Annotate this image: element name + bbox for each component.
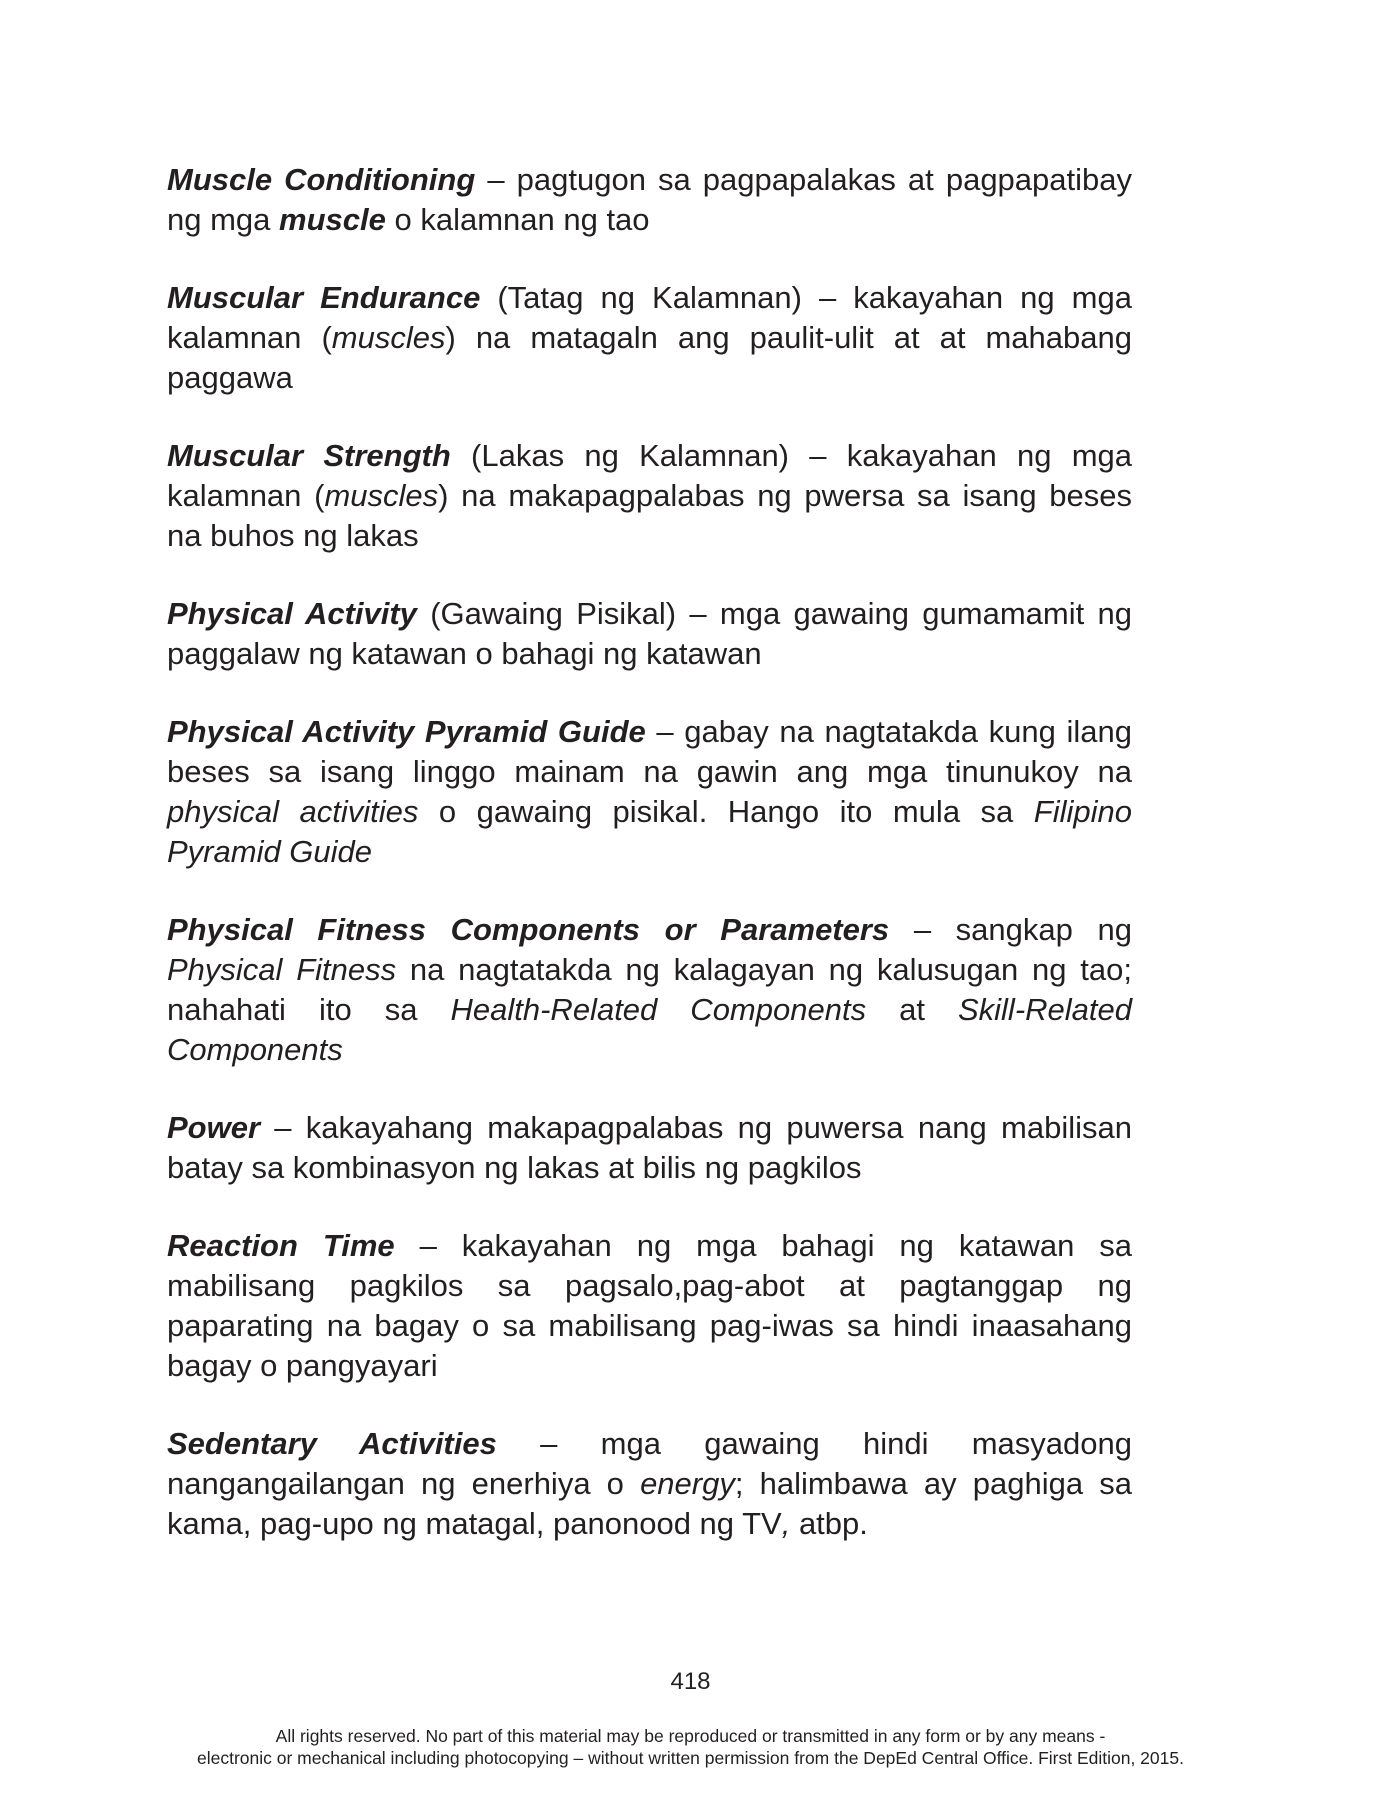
glossary-entry-physical-activity-pyramid-guide xyxy=(167,712,1132,872)
glossary-entry-muscular-endurance xyxy=(167,278,1132,398)
glossary-entry-reaction-time xyxy=(167,1226,1132,1386)
footer-line-1: All rights reserved. No part of this material may be reproduced or transmitted in any form or by any means - xyxy=(275,1726,1106,1746)
footer-line-2: electronic or mechanical including photocopying – without written permission from the DepEd Central Office. First Edition, 2015. xyxy=(197,1748,1184,1768)
entry-text-italic: Physical Fitness xyxy=(167,952,397,987)
entry-term: Physical Fitness Components or Parameters xyxy=(167,912,890,947)
entry-text: (Lakas ng Kalamnan) – kakayahan ng mga kalamnan ( xyxy=(167,438,1132,513)
entry-text: (Tatag ng Kalamnan) – kakayahan ng mga kalamnan ( xyxy=(167,280,1132,355)
entry-text: ; halimbawa ay paghiga sa kama, pag-upo ng matagal, panonood ng TV xyxy=(167,1466,1132,1541)
glossary-entry-physical-fitness-components xyxy=(167,910,1132,1070)
entry-term: Muscular Endurance xyxy=(167,280,481,315)
entry-text: – kakayahang makapagpalabas ng puwersa nang mabilisan batay sa kombinasyon ng lakas at bilis ng pagkilos xyxy=(167,1110,1132,1185)
page-number: 418 xyxy=(670,1668,711,1695)
entry-text: atbp. xyxy=(790,1506,868,1541)
entry-term: Reaction Time xyxy=(167,1228,395,1263)
glossary-entry-physical-activity xyxy=(167,594,1132,674)
entry-term: Physical Activity xyxy=(167,596,417,631)
entry-term: Muscle Conditioning xyxy=(167,162,476,197)
entry-text-italic: muscles xyxy=(331,320,446,355)
entry-term: Sedentary Activities xyxy=(167,1426,497,1461)
entry-term: Power xyxy=(167,1110,261,1145)
entry-text-italic: energy xyxy=(640,1466,735,1501)
entry-text: – sangkap ng xyxy=(889,912,1132,947)
entry-text-italic: physical activities xyxy=(167,794,419,829)
entry-text: at xyxy=(866,992,958,1027)
entry-text: – mga gawaing hindi masyadong nangangailangan ng enerhiya o xyxy=(167,1426,1132,1501)
entry-text: o kalamnan ng tao xyxy=(385,202,650,237)
entry-text: na nagtatakda ng kalagayan ng kalusugan ng tao; nahahati ito sa xyxy=(167,952,1132,1027)
glossary-entry-sedentary-activities xyxy=(167,1424,1132,1544)
entry-text: ) na matagaln ang paulit-ulit at at mahabang paggawa xyxy=(167,320,1132,395)
entry-text: ) na makapagpalabas ng pwersa sa isang beses na buhos ng lakas xyxy=(167,478,1132,553)
entry-text-italic: Filipino Pyramid Guide xyxy=(167,794,1132,869)
glossary-body xyxy=(167,160,1132,1582)
entry-text-italic: , xyxy=(781,1506,791,1541)
entry-term: Muscular Strength xyxy=(167,438,451,473)
entry-text-italic: Skill-Related Components xyxy=(167,992,1132,1067)
entry-text: (Gawaing Pisikal) – mga gawaing gumamamit ng paggalaw ng katawan o bahagi ng katawan xyxy=(167,596,1132,671)
glossary-entry-power xyxy=(167,1108,1132,1188)
glossary-entry-muscle-conditioning xyxy=(167,160,1132,240)
entry-text: o gawaing pisikal. Hango ito mula sa xyxy=(418,794,1034,829)
entry-term: Physical Activity Pyramid Guide xyxy=(167,714,646,749)
entry-text: – gabay na nagtatakda kung ilang beses sa isang linggo mainam na gawin ang mga tinunukoy na xyxy=(167,714,1132,789)
entry-text-italic: Health-Related Components xyxy=(450,992,867,1027)
entry-text-emphasis: muscle xyxy=(279,202,386,237)
entry-text-italic: muscles xyxy=(324,478,439,513)
entry-text: – kakayahan ng mga bahagi ng katawan sa mabilisang pagkilos sa pagsalo,pag-abot at pagtanggap ng paparating na bagay o sa mabilisang pag-iwas sa hindi inaasahang bagay o pangyayari xyxy=(167,1228,1133,1383)
glossary-entry-muscular-strength xyxy=(167,436,1132,556)
entry-text: – pagtugon sa pagpapalakas at pagpapatibay ng mga xyxy=(167,162,1133,237)
copyright-footer xyxy=(0,1725,1381,1769)
